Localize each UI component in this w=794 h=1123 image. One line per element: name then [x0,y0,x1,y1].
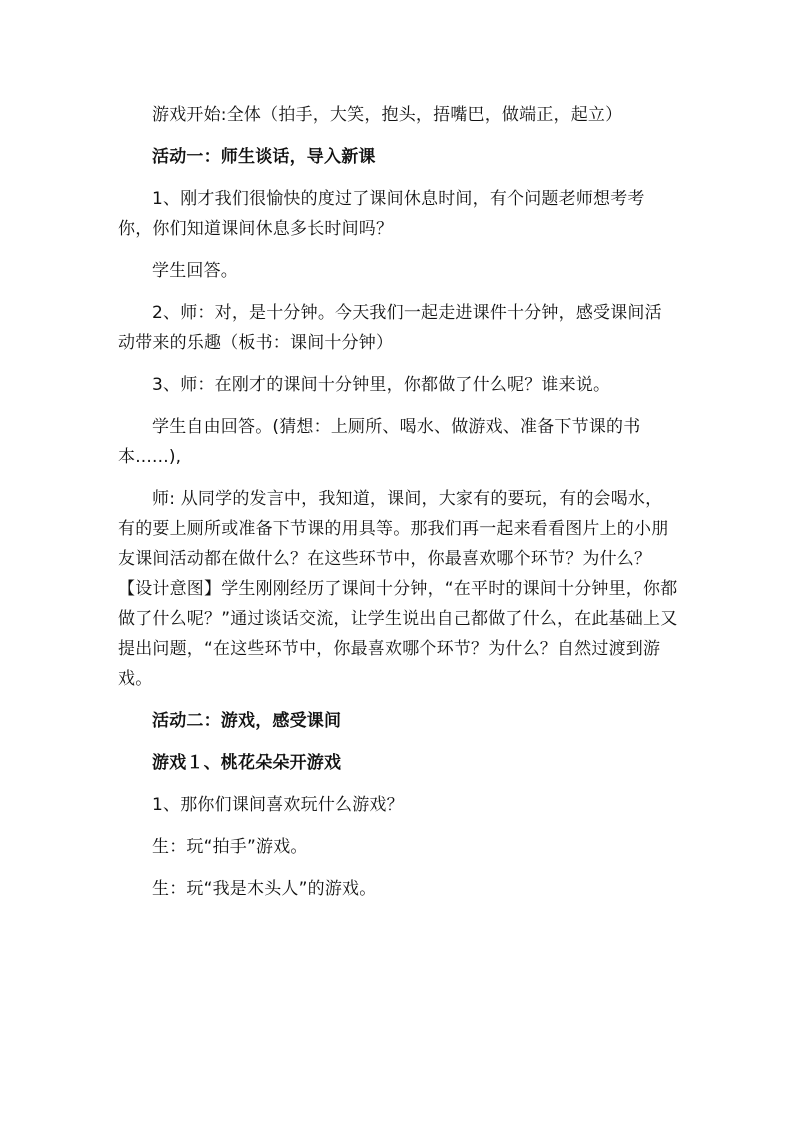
paragraph-teacher-2: 2、师：对，是十分钟。今天我们一起走进课件十分钟，感受课间活动带来的乐趣（板书：课间十分钟） [118,303,662,353]
paragraph-teacher-summary: 师: 从同学的发言中，我知道，课间，大家有的要玩，有的会喝水，有的要上厕所或准备下节课的用具等。那我们再一起来看看图片上的小朋友课间活动都在做什么？在这些环节中，你最喜欢哪个环节？为什么？【设计意图】学生刚刚经历了课间十分钟，“在平时的课间十分钟里，你都做了什么呢？”通过谈话交流，让学生说出自己都做了什么，在此基础上又提出问题，“在这些环节中，你最喜欢哪个环节？为什么？自然过渡到游戏。 [118,489,678,689]
paragraph-question-1: 1、刚才我们很愉快的度过了课间休息时间，有个问题老师想考考你，你们知道课间休息多长时间吗？ [118,189,645,239]
section-heading-activity-2: 活动二：游戏，感受课间 [152,711,342,731]
paragraph-teacher-3: 3、师：在刚才的课间十分钟里，你都做了什么呢？谁来说。 [152,375,611,395]
document-body [118,100,678,916]
paragraph-student-game-1: 生：玩“拍手”游戏。 [152,837,308,857]
paragraph-student-game-2: 生：玩“我是木头人”的游戏。 [152,879,377,899]
paragraph-game-question: 1、那你们课间喜欢玩什么游戏？ [152,795,404,815]
section-heading-activity-1: 活动一：师生谈话，导入新课 [152,147,376,167]
paragraph-free-answer: 学生自由回答。(猜想：上厕所、喝水、做游戏、准备下节课的书本......), [118,417,641,467]
paragraph-student-answer: 学生回答。 [152,261,238,281]
paragraph-1: 游戏开始:全体（拍手，大笑，抱头，捂嘴巴，做端正，起立） [152,105,623,125]
section-heading-game-1: 游戏１、桃花朵朵开游戏 [152,753,342,773]
